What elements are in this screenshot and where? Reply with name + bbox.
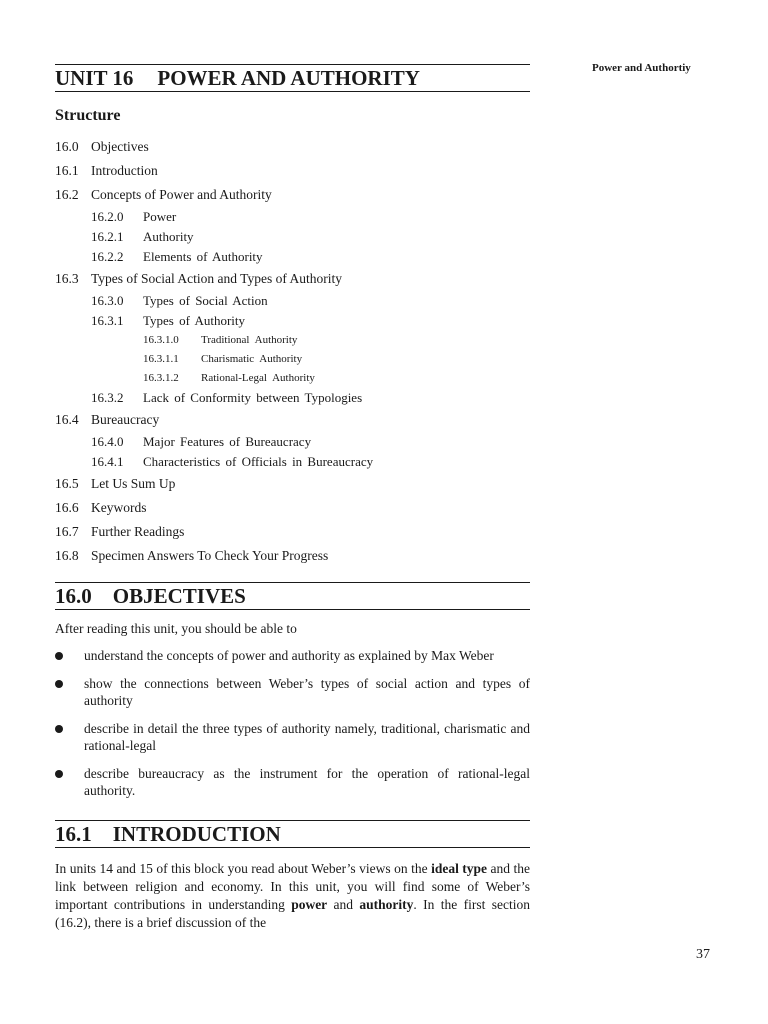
toc-entry (55, 291, 530, 311)
intro-text-4: . In the first section (16.2), there is a brief discussion of the (55, 897, 530, 930)
table-of-contents (55, 135, 530, 568)
toc-entry-title: Types of Social Action and Types of Authority (91, 271, 342, 286)
bullet-icon (55, 725, 63, 733)
introduction-heading (55, 820, 530, 848)
unit-name: POWER AND AUTHORITY (157, 66, 420, 90)
objective-text: describe bureaucracy as the instrument for the operation of rational-legal authority. (84, 766, 530, 798)
objective-text: understand the concepts of power and authority as explained by Max Weber (84, 648, 494, 663)
toc-entry (55, 452, 530, 472)
toc-entry (55, 331, 530, 350)
toc-entry-title: Further Readings (91, 524, 185, 539)
objective-item (55, 765, 530, 799)
toc-entry-number: 16.2.0 (91, 209, 124, 224)
toc-entry-number: 16.6 (55, 500, 79, 515)
objectives-heading (55, 582, 530, 610)
objective-text: show the connections between Weber’s types of social action and types of authority (84, 676, 530, 708)
objective-item (55, 675, 530, 709)
toc-entry-title: Specimen Answers To Check Your Progress (91, 548, 329, 563)
toc-entry-number: 16.5 (55, 476, 79, 491)
bullet-icon (55, 680, 63, 688)
objective-text: describe in detail the three types of authority namely, traditional, charismatic and rational-legal (84, 721, 530, 753)
bullet-icon (55, 770, 63, 778)
toc-entry-number: 16.4 (55, 412, 79, 427)
toc-entry-number: 16.3.1.1 (143, 353, 179, 365)
toc-entry (55, 159, 530, 183)
toc-entry (55, 472, 530, 496)
toc-entry-title: Traditional Authority (201, 334, 298, 346)
toc-entry-number: 16.3.1.0 (143, 334, 179, 346)
introduction-paragraph (55, 860, 530, 932)
toc-entry-number: 16.3.1 (91, 313, 124, 328)
toc-entry (55, 247, 530, 267)
intro-bold-authority: authority (359, 897, 414, 912)
toc-entry (55, 227, 530, 247)
intro-text-1: In units 14 and 15 of this block you read about Weber’s views on the (55, 861, 432, 876)
structure-heading: Structure (55, 107, 121, 124)
toc-entry-number: 16.0 (55, 139, 79, 154)
toc-entry (55, 350, 530, 369)
toc-entry (55, 408, 530, 432)
toc-entry-title: Objectives (91, 139, 149, 154)
toc-entry-number: 16.2.2 (91, 249, 124, 264)
toc-entry-title: Authority (143, 229, 194, 244)
toc-entry (55, 183, 530, 207)
toc-entry-number: 16.3 (55, 271, 79, 286)
toc-entry-number: 16.2 (55, 187, 79, 202)
objective-item (55, 647, 530, 664)
toc-entry (55, 388, 530, 408)
toc-entry (55, 267, 530, 291)
toc-entry-title: Concepts of Power and Authority (91, 187, 272, 202)
toc-entry-title: Keywords (91, 500, 147, 515)
toc-entry-title: Power (143, 209, 177, 224)
page-number: 37 (696, 947, 710, 962)
toc-entry-title: Bureaucracy (91, 412, 160, 427)
toc-entry-title: Types of Social Action (143, 293, 268, 308)
toc-entry-number: 16.7 (55, 524, 79, 539)
unit-number: UNIT 16 (55, 66, 134, 90)
running-head: Power and Authortiy (592, 62, 691, 74)
toc-entry-number: 16.8 (55, 548, 79, 563)
toc-entry (55, 432, 530, 452)
toc-entry-number: 16.2.1 (91, 229, 124, 244)
objective-item (55, 720, 530, 754)
page-content (55, 64, 530, 946)
toc-entry-title: Rational-Legal Authority (201, 372, 315, 384)
toc-entry (55, 520, 530, 544)
introduction-heading-text: 16.1 INTRODUCTION (55, 822, 281, 846)
toc-entry-title: Introduction (91, 163, 158, 178)
objectives-lead: After reading this unit, you should be able to (55, 621, 297, 636)
toc-entry (55, 135, 530, 159)
toc-entry-number: 16.4.1 (91, 454, 124, 469)
toc-entry (55, 207, 530, 227)
objectives-list (55, 647, 530, 799)
toc-entry (55, 369, 530, 388)
toc-entry-title: Major Features of Bureaucracy (143, 434, 312, 449)
intro-text-2: and the link between religion and economy. In this unit, you will find some of Weber’s important contributions in understanding (55, 861, 530, 912)
toc-entry (55, 496, 530, 520)
toc-entry-title: Characteristics of Officials in Bureaucracy (143, 454, 374, 469)
toc-entry-number: 16.3.2 (91, 390, 124, 405)
intro-bold-power: power (291, 897, 328, 912)
intro-text-3: and (327, 897, 360, 912)
toc-entry-title: Lack of Conformity between Typologies (143, 390, 363, 405)
toc-entry-title: Charismatic Authority (201, 353, 303, 365)
toc-entry-title: Let Us Sum Up (91, 476, 176, 491)
toc-entry-number: 16.3.1.2 (143, 372, 179, 384)
objectives-heading-text: 16.0 OBJECTIVES (55, 584, 246, 608)
toc-entry-number: 16.4.0 (91, 434, 124, 449)
intro-bold-ideal-type: ideal type (431, 861, 488, 876)
toc-entry-number: 16.3.0 (91, 293, 124, 308)
toc-entry-title: Elements of Authority (143, 249, 263, 264)
bullet-icon (55, 652, 63, 660)
toc-entry (55, 544, 530, 568)
toc-entry (55, 311, 530, 331)
unit-title (55, 64, 530, 92)
toc-entry-number: 16.1 (55, 163, 79, 178)
toc-entry-title: Types of Authority (143, 313, 246, 328)
